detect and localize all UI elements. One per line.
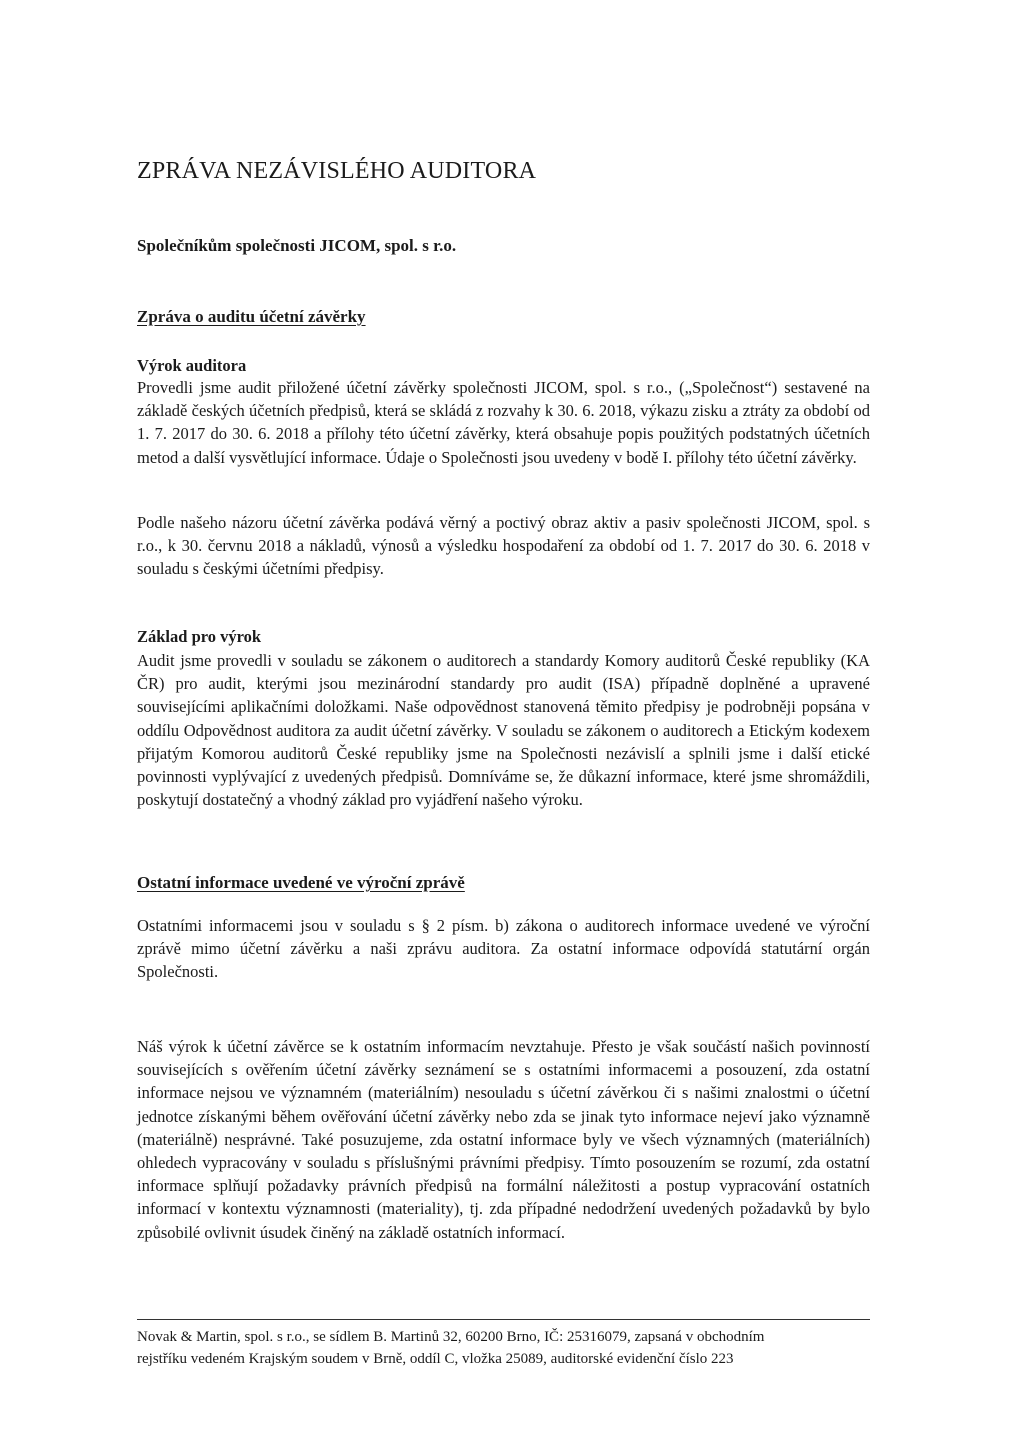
- document-title: ZPRÁVA NEZÁVISLÉHO AUDITORA: [137, 158, 537, 184]
- subsection-heading-basis: Základ pro výrok: [137, 627, 262, 646]
- footer-line-1: Novak & Martin, spol. s r.o., se sídlem B. Martinů 32, 60200 Brno, IČ: 25316079, zapsaná v obchodním: [137, 1329, 765, 1345]
- section-heading-audit-report: Zpráva o auditu účetní závěrky: [137, 307, 366, 326]
- paragraph-opinion-2: Podle našeho názoru účetní závěrka podává věrný a poctivý obraz aktiv a pasiv společnosti JICOM, spol. s r.o., k 30. červnu 2018 a nákladů, výnosů a výsledku hospodaření za období od 1. 7. 2017 do 30. 6. 2018 v souladu s českými účetními předpisy.: [137, 513, 870, 579]
- footer-line-2: rejstříku vedeném Krajským soudem v Brně, oddíl C, vložka 25089, auditorské evidenční číslo 223: [137, 1351, 734, 1367]
- subsection-heading-opinion: Výrok auditora: [137, 356, 247, 375]
- paragraph-other-info-2: Náš výrok k účetní závěrce se k ostatním informacím nevztahuje. Přesto je však součástí našich povinností souvisejících s ověřením účetní závěrky seznámení se s ostatními informacemi a posouzení, zda ostatní informace nejsou ve významném (materiálním) nesouladu s účetní závěrkou či s našimi znalostmi o účetní jednotce získanými během ověřování účetní závěrky nebo zda se jinak tyto informace nejeví jako významně (materiálně) nesprávné. Také posuzujeme, zda ostatní informace byly ve všech významných (materiálních) ohledech vypracovány v souladu s příslušnými právními předpisy. Tímto posouzením se rozumí, zda ostatní informace splňují požadavky právních předpisů na formální náležitosti a postup vypracování ostatních informací v kontextu významnosti (materiality), tj. zda případné nedodržení uvedených požadavků by bylo způsobilé ovlivnit úsudek činěný na základě ostatních informací.: [137, 1037, 870, 1242]
- footer-company-info: [137, 1326, 870, 1370]
- paragraph-other-info-1: Ostatními informacemi jsou v souladu s § 2 písm. b) zákona o auditorech informace uvedené ve výroční zprávě mimo účetní závěrku a naši zprávu auditora. Za ostatní informace odpovídá statutární orgán Společnosti.: [137, 916, 870, 982]
- section-heading-other-information: Ostatní informace uvedené ve výroční zprávě: [137, 873, 465, 892]
- footer-divider: [137, 1319, 870, 1320]
- paragraph-basis-1: Audit jsme provedli v souladu se zákonem o auditorech a standardy Komory auditorů České republiky (KA ČR) pro audit, kterými jsou mezinárodní standardy pro audit (ISA) případně doplněné a upravené souvisejícími aplikačními doložkami. Naše odpovědnost stanovená těmito předpisy je podrobněji popsána v oddílu Odpovědnost auditora za audit účetní závěrky. V souladu se zákonem o auditorech a Etickým kodexem přijatým Komorou auditorů České republiky jsme na Společnosti nezávislí a splnili jsme i další etické povinnosti vyplývající z uvedených předpisů. Domníváme se, že důkazní informace, které jsme shromáždili, poskytují dostatečný a vhodný základ pro vyjádření našeho výroku.: [137, 651, 870, 810]
- paragraph-opinion-1: Provedli jsme audit přiložené účetní závěrky společnosti JICOM, spol. s r.o., („Společnost“) sestavené na základě českých účetních předpisů, která se skládá z rozvahy k 30. 6. 2018, výkazu zisku a ztráty za období od 1. 7. 2017 do 30. 6. 2018 a přílohy této účetní závěrky, která obsahuje popis použitých podstatných účetních metod a další vysvětlující informace. Údaje o Společnosti jsou uvedeny v bodě I. přílohy této účetní závěrky.: [137, 378, 870, 467]
- addressee: Společníkům společnosti JICOM, spol. s r.o.: [137, 236, 457, 255]
